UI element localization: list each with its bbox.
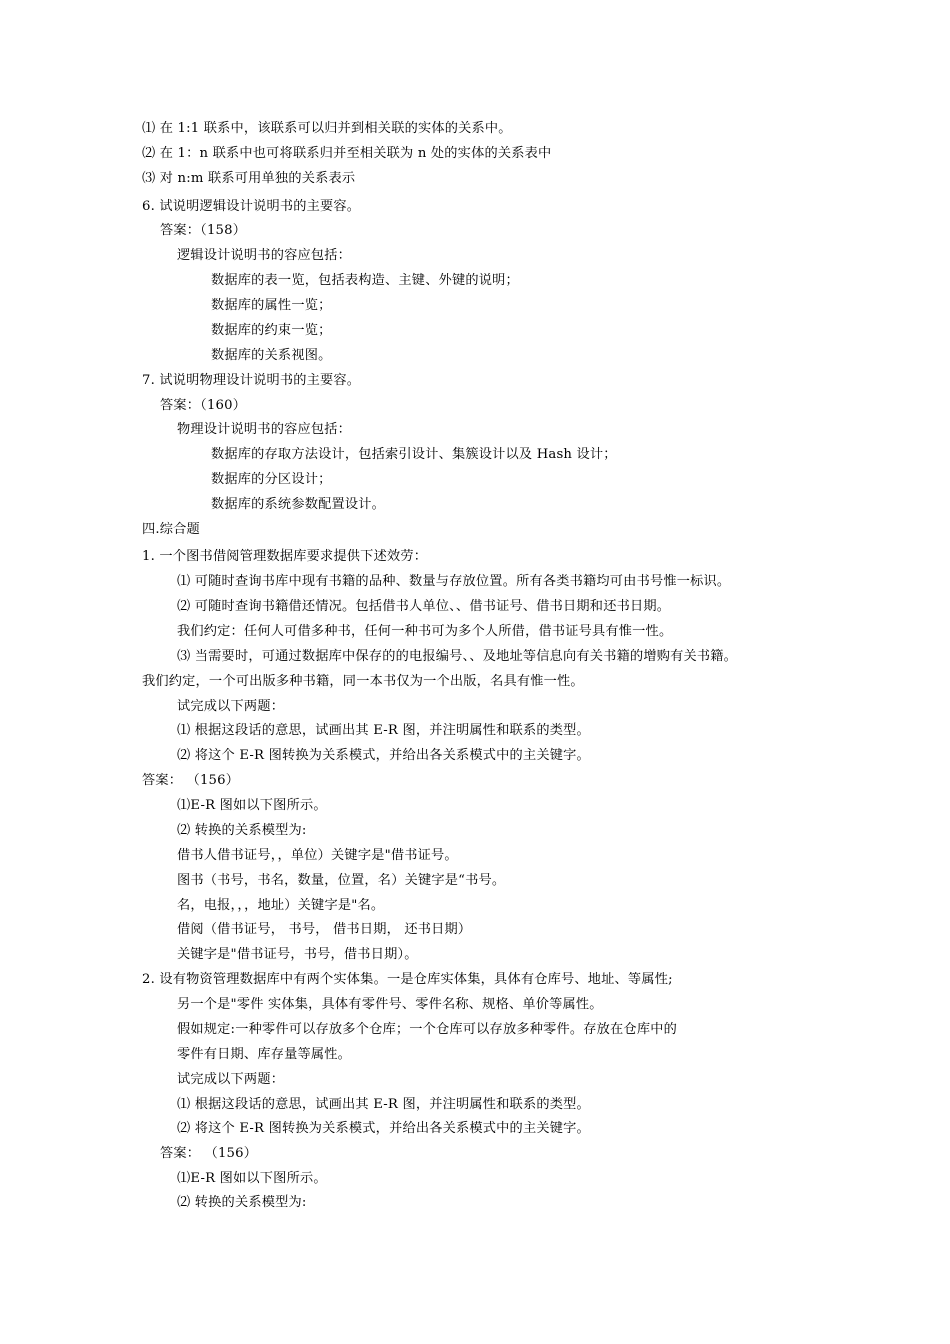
answer-label: 答案： （156）	[142, 773, 240, 788]
text-line: 关键字是"借书证号，书号，借书日期）。	[177, 947, 418, 962]
question-heading: 2. 设有物资管理数据库中有两个实体集。一是仓库实体集，具体有仓库号、地址、等属性;	[142, 972, 673, 987]
text-line: ⑴E-R 图如以下图所示。	[177, 798, 327, 813]
text-line: 数据库的存取方法设计，包括索引设计、集簇设计以及 Hash 设计；	[211, 447, 617, 462]
text-line: ⑴ 在 1:1 联系中，该联系可以归并到相关联的实体的关系中。	[142, 121, 512, 136]
text-line: 我们约定，一个可出版多种书籍，同一本书仅为一个出版，名具有惟一性。	[142, 674, 584, 689]
text-line: 数据库的关系视图。	[211, 348, 332, 363]
text-line: 图书（书号，书名，数量，位置，名）关键字是“书号。	[177, 873, 506, 888]
text-line: ⑵ 转换的关系模型为:	[177, 823, 307, 838]
text-line: 另一个是"零件 实体集，具体有零件号、零件名称、规格、单价等属性。	[177, 997, 603, 1012]
text-line: 逻辑设计说明书的容应包括：	[177, 248, 352, 263]
text-line: 数据库的分区设计；	[211, 472, 332, 487]
text-line: ⑵ 将这个 E-R 图转换为关系模式，并给出各关系模式中的主关键字。	[177, 748, 590, 763]
text-line: ⑴ 根据这段话的意思，试画出其 E-R 图，并注明属性和联系的类型。	[177, 723, 590, 738]
text-line: ⑴ 根据这段话的意思，试画出其 E-R 图，并注明属性和联系的类型。	[177, 1097, 590, 1112]
text-line: 试完成以下两题：	[177, 699, 285, 714]
text-line: 假如规定:一种零件可以存放多个仓库；一个仓库可以存放多种零件。存放在仓库中的	[177, 1022, 677, 1037]
text-line: 数据库的系统参数配置设计。	[211, 497, 386, 512]
text-line: 借阅（借书证号， 书号， 借书日期， 还书日期）	[177, 922, 472, 937]
text-line: 数据库的约束一览；	[211, 323, 332, 338]
text-line: ⑴ 可随时查询书库中现有书籍的品种、数量与存放位置。所有各类书籍均可由书号惟一标识。	[177, 574, 731, 589]
text-line: ⑶ 对 n:m 联系可用单独的关系表示	[142, 171, 356, 186]
section-heading: 四.综合题	[142, 522, 200, 537]
text-line: ⑵ 在 1：n 联系中也可将联系归并至相关联为 n 处的实体的关系表中	[142, 146, 552, 161]
question-heading: 1. 一个图书借阅管理数据库要求提供下述效劳：	[142, 549, 428, 564]
answer-label: 答案：（160）	[160, 398, 247, 413]
text-line: 零件有日期、库存量等属性。	[177, 1047, 352, 1062]
text-line: 数据库的属性一览；	[211, 298, 332, 313]
text-line: ⑵ 将这个 E-R 图转换为关系模式，并给出各关系模式中的主关键字。	[177, 1121, 590, 1136]
text-line: 名，电报，，，地址）关键字是"名。	[177, 898, 385, 913]
text-line: ⑵ 转换的关系模型为:	[177, 1195, 307, 1210]
text-line: ⑴E-R 图如以下图所示。	[177, 1171, 327, 1186]
text-line: 我们约定：任何人可借多种书，任何一种书可为多个人所借，借书证号具有惟一性。	[177, 624, 673, 639]
question-heading: 7. 试说明物理设计说明书的主要容。	[142, 373, 361, 388]
text-line: ⑶ 当需要时，可通过数据库中保存的的电报编号、、及地址等信息向有关书籍的增购有关书籍。	[177, 649, 738, 664]
text-line: 试完成以下两题：	[177, 1072, 285, 1087]
text-line: 物理设计说明书的容应包括：	[177, 422, 352, 437]
answer-label: 答案：（158）	[160, 223, 247, 238]
question-heading: 6. 试说明逻辑设计说明书的主要容。	[142, 199, 361, 214]
text-line: ⑵ 可随时查询书籍借还情况。包括借书人单位、、借书证号、借书日期和还书日期。	[177, 599, 671, 614]
answer-label: 答案： （156）	[160, 1146, 258, 1161]
text-line: 数据库的表一览，包括表构造、主键、外键的说明；	[211, 273, 519, 288]
text-line: 借书人借书证号，，单位）关键字是"借书证号。	[177, 848, 458, 863]
